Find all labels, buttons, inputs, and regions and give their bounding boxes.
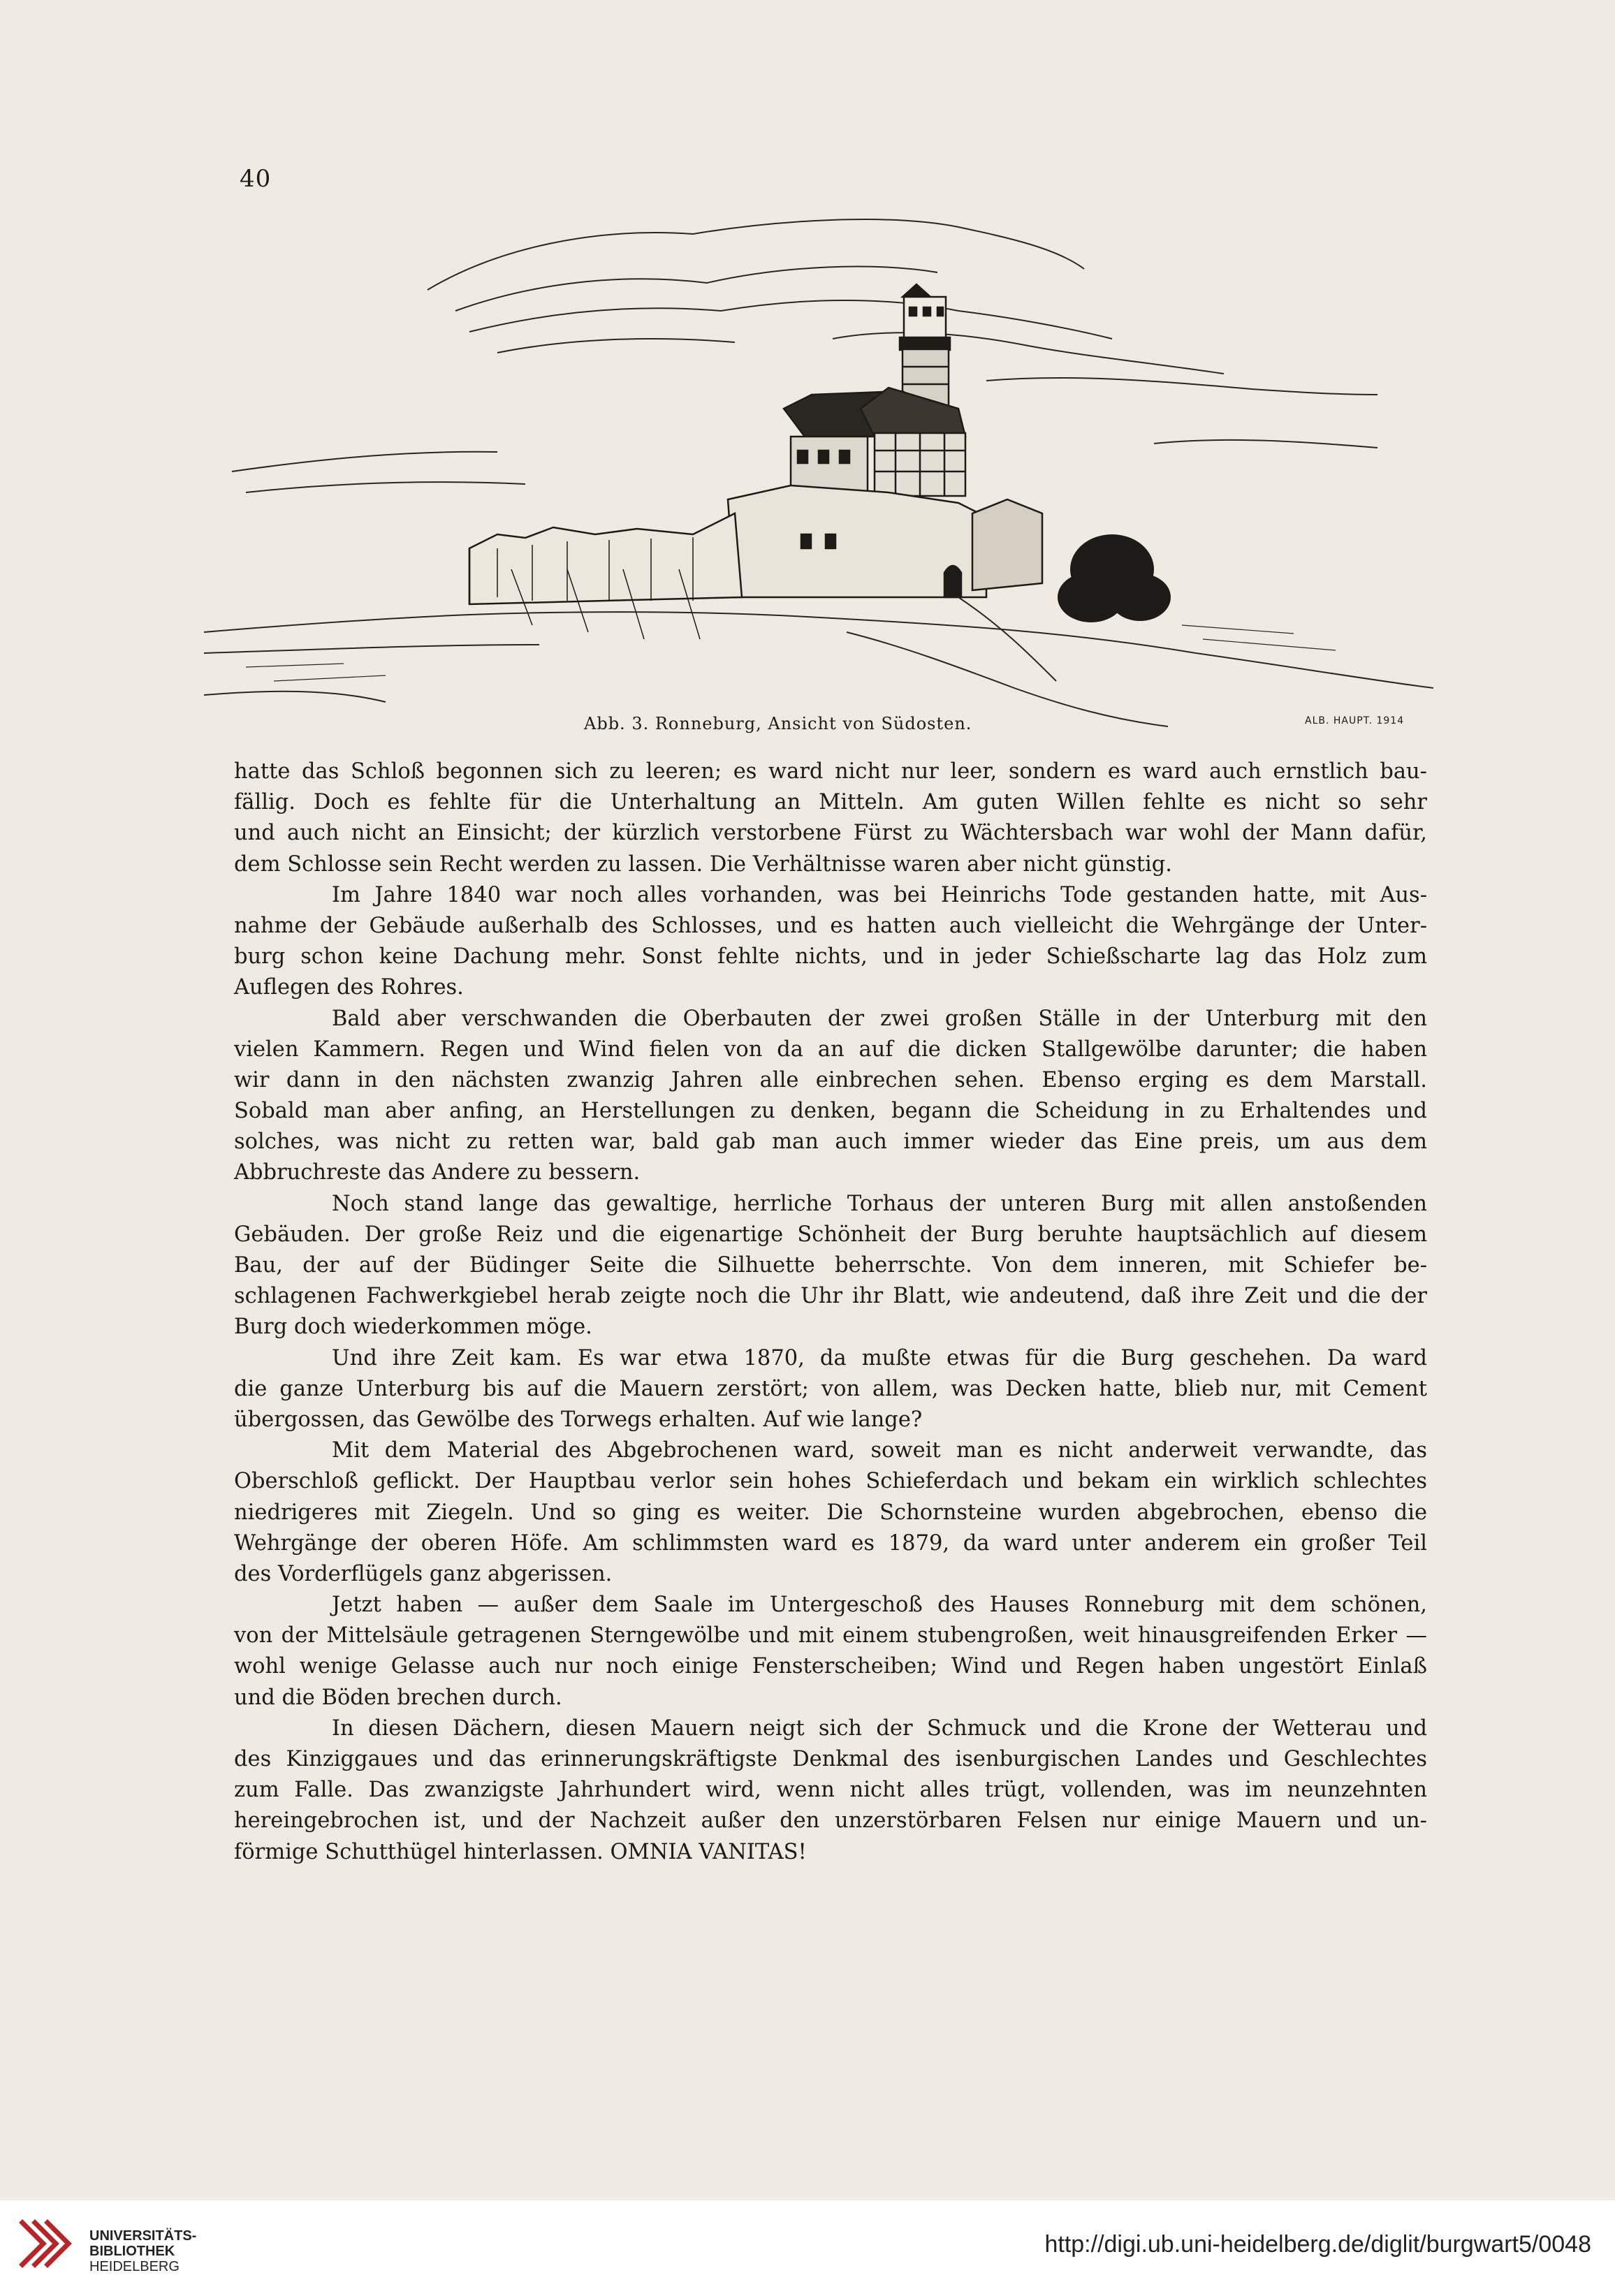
text-line: wohl wenige Gelasse auch nur noch einige Fensterscheiben; Wind und Regen haben ungestört Einlaß [234, 1654, 1427, 1679]
artist-signature: ALB. HAUPT. 1914 [1305, 715, 1405, 726]
text-line: Gebäuden. Der große Reiz und die eigenartige Schönheit der Burg beruhte hauptsächlich auf diesem [234, 1222, 1427, 1247]
text-line: des Kinziggaues und das erinnerungskräftigste Denkmal des isenburgischen Landes und Geschlechtes [234, 1747, 1427, 1771]
text-line: die ganze Unterburg bis auf die Mauern zerstört; von allem, was Decken hatte, blieb nur, mit Cement [234, 1376, 1427, 1401]
figure-caption: Abb. 3. Ronneburg, Ansicht von Südosten. [584, 714, 972, 733]
university-library-logo-icon[interactable] [15, 2216, 78, 2279]
text-line: Jetzt haben — außer dem Saale im Untergeschoß des Hauses Ronneburg mit dem schönen, [332, 1593, 1427, 1618]
text-line: dem Schlosse sein Recht werden zu lassen. Die Verhältnisse waren aber nicht günstig. [234, 851, 1172, 877]
footer [0, 2200, 1615, 2296]
text-line: Abbruchreste das Andere zu bessern. [234, 1160, 641, 1185]
library-name [89, 2228, 196, 2274]
library-name-line-3: HEIDELBERG [89, 2259, 180, 2274]
text-line: Mit dem Material des Abgebrochenen ward, soweit man es nicht anderweit verwandte, das [332, 1438, 1427, 1463]
text-line: solches, was nicht zu retten war, bald gab man auch immer wieder das Eine preis, um aus dem [234, 1129, 1427, 1155]
text-line: Im Jahre 1840 war noch alles vorhanden, was bei Heinrichs Tode gestanden hatte, mit Aus- [332, 882, 1427, 907]
text-line: übergossen, das Gewölbe des Torwegs erhalten. Auf wie lange? [234, 1407, 923, 1432]
text-line: förmige Schutthügel hinterlassen. OMNIA VANITAS! [234, 1839, 807, 1864]
text-line: nahme der Gebäude außerhalb des Schlosses, und es hatten auch vielleicht die Wehrgänge der Unter- [234, 913, 1427, 938]
text-line: Oberschloß geflickt. Der Hauptbau verlor sein hohes Schieferdach und bekam ein wirklich schlechtes [234, 1469, 1427, 1494]
text-line: niedrigeres mit Ziegeln. Und so ging es weiter. Die Schornsteine wurden abgebrochen, ebenso die [234, 1500, 1427, 1525]
text-line: und die Böden brechen durch. [234, 1685, 562, 1710]
text-line: Bald aber verschwanden die Oberbauten der zwei großen Ställe in der Unterburg mit den [332, 1006, 1427, 1031]
library-name-line-1: UNIVERSITÄTS- [89, 2228, 197, 2244]
library-name-line-2: BIBLIOTHEK [89, 2244, 175, 2259]
castle-illustration [204, 206, 1433, 751]
text-line: wir dann in den nächsten zwanzig Jahren alle einbrechen sehen. Ebenso erging es dem Marstall. [234, 1067, 1427, 1092]
text-line: schlagenen Fachwerkgiebel herab zeigte noch die Uhr ihr Blatt, wie andeutend, daß ihre Zeit und die der [234, 1284, 1427, 1309]
text-line: Bau, der auf der Büdinger Seite die Silhuette beherrschte. Von dem inneren, mit Schiefer be- [234, 1253, 1427, 1278]
text-line: und auch nicht an Einsicht; der kürzlich verstorbene Fürst zu Wächtersbach war wohl der Mann dafür, [234, 821, 1427, 846]
page-number: 40 [240, 165, 272, 193]
text-line: vielen Kammern. Regen und Wind fielen von da an auf die dicken Stallgewölbe darunter; die haben [234, 1037, 1427, 1062]
text-line: hereingebrochen ist, und der Nachzeit außer den unzerstörbaren Felsen nur einige Mauern und un- [234, 1808, 1427, 1834]
text-line: fällig. Doch es fehlte für die Unterhaltung an Mitteln. Am guten Willen fehlte es nicht so sehr [234, 790, 1427, 815]
text-line: In diesen Dächern, diesen Mauern neigt sich der Schmuck und die Krone der Wetterau und [332, 1716, 1427, 1741]
text-line: Sobald man aber anfing, an Herstellungen zu denken, begann die Scheidung in zu Erhaltendes und [234, 1099, 1427, 1124]
text-line: Burg doch wiederkommen möge. [234, 1315, 592, 1340]
text-line: des Vorderflügels ganz abgerissen. [234, 1561, 613, 1586]
body-text [234, 756, 1427, 1868]
text-line: Wehrgänge der oberen Höfe. Am schlimmsten ward es 1879, da ward unter anderem ein großer Teil [234, 1530, 1427, 1556]
text-line: Noch stand lange das gewaltige, herrliche Torhaus der unteren Burg mit allen anstoßenden [332, 1191, 1427, 1216]
text-line: zum Falle. Das zwanzigste Jahrhundert wird, wenn nicht alles trügt, vollenden, was im neunzehnten [234, 1778, 1427, 1803]
text-line: von der Mittelsäule getragenen Sterngewölbe und mit einem stubengroßen, weit hinausgreifenden Erker — [234, 1623, 1427, 1648]
text-line: Und ihre Zeit kam. Es war etwa 1870, da mußte etwas für die Burg geschehen. Da ward [332, 1345, 1427, 1370]
source-url-link[interactable]: http://digi.ub.uni-heidelberg.de/diglit/burgwart5/0048 [1044, 2231, 1591, 2258]
text-line: burg schon keine Dachung mehr. Sonst fehlte nichts, und in jeder Schießscharte lag das Holz zum [234, 944, 1427, 970]
text-line: hatte das Schloß begonnen sich zu leeren; es ward nicht nur leer, sondern es ward auch ernstlich bau- [234, 759, 1427, 784]
text-line: Auflegen des Rohres. [234, 975, 464, 1000]
